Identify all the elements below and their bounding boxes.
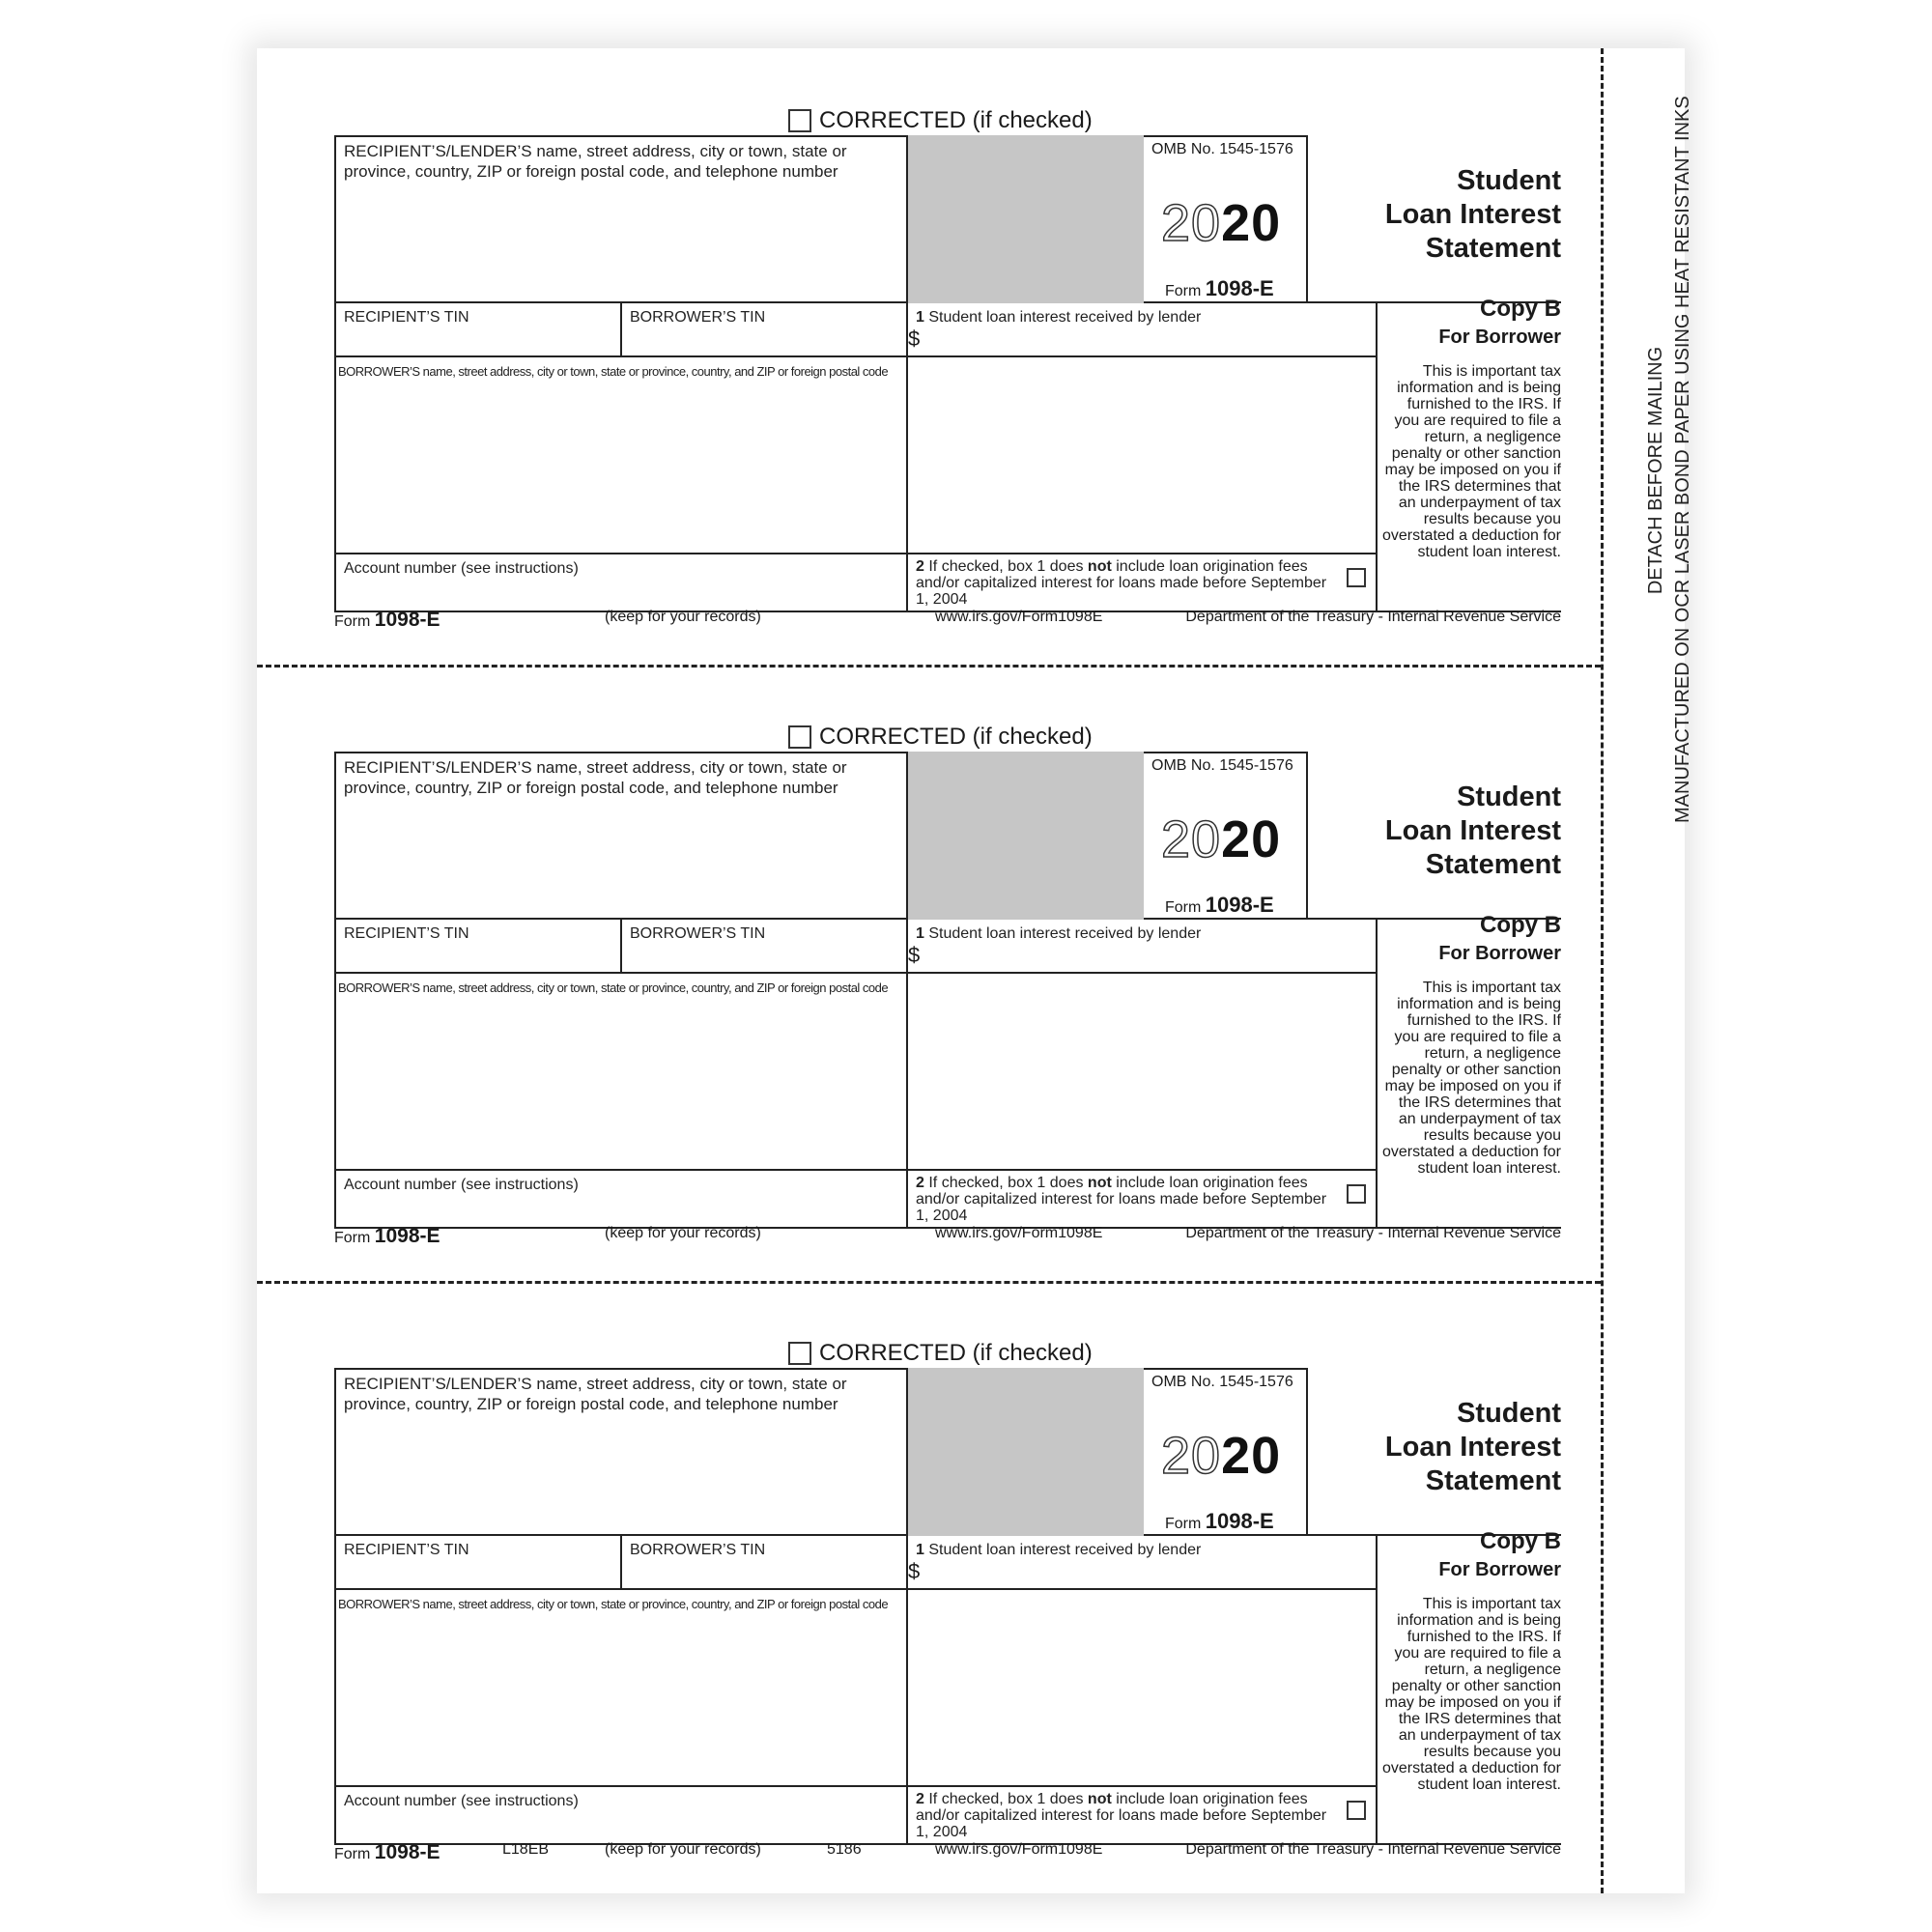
borrower-tin-label: BORROWER’S TIN <box>630 1542 766 1558</box>
irs-notice: This is important tax information and is being furnished to the IRS. If you are required to file a return, a negligence penalty or other sanction may be imposed on you if the IRS determines that an underpayment of tax results because you overstated a deduction for student loan interest. <box>1381 363 1561 560</box>
tax-year: 2020 <box>1161 810 1282 868</box>
box1-label: 1 Student loan interest received by lender <box>916 309 1202 326</box>
footer-form-id: Form 1098-E <box>334 1841 440 1863</box>
copy-b-middle <box>334 723 1561 1264</box>
corrected-label: CORRECTED (if checked) <box>819 1340 1093 1366</box>
box2-label: 2 If checked, box 1 does not include loan origination fees and/or capitalized interest for loans made before September 1, 2004 <box>916 1175 1327 1224</box>
recipient-tin-label: RECIPIENT’S TIN <box>344 309 469 326</box>
keep-records: (keep for your records) <box>605 1841 761 1858</box>
recipient-name-label: RECIPIENT’S/LENDER’S name, street address, city or town, state or province, country, ZIP or foreign postal code, and telephone number <box>344 758 847 797</box>
box2-checkbox[interactable] <box>1347 568 1366 587</box>
corrected-checkbox-row <box>788 723 1093 752</box>
recipient-name-label: RECIPIENT’S/LENDER’S name, street address, city or town, state or province, country, ZIP or foreign postal code, and telephone number <box>344 142 847 181</box>
perforation-1 <box>257 665 1601 668</box>
copy-b-top <box>334 106 1561 647</box>
form-title: Student Loan Interest Statement <box>1384 1398 1561 1496</box>
copy-b-bottom <box>334 1339 1561 1880</box>
borrower-name-label: BORROWER’S name, street address, city or town, state or province, country, and ZIP or foreign postal code <box>338 1597 889 1611</box>
borrower-tin-label: BORROWER’S TIN <box>630 925 766 942</box>
dollar-sign: $ <box>908 943 921 967</box>
corrected-checkbox[interactable] <box>788 1342 811 1365</box>
treasury-dept: Department of the Treasury - Internal Revenue Service <box>1185 609 1561 625</box>
copy-b-label: Copy B <box>1480 1528 1561 1554</box>
recipient-name-label: RECIPIENT’S/LENDER’S name, street address, city or town, state or province, country, ZIP or foreign postal code, and telephone number <box>344 1375 847 1413</box>
treasury-dept: Department of the Treasury - Internal Revenue Service <box>1185 1225 1561 1241</box>
keep-records: (keep for your records) <box>605 1225 761 1241</box>
form-id: Form 1098-E <box>1165 276 1274 300</box>
form-title: Student Loan Interest Statement <box>1384 165 1561 264</box>
for-borrower-label: For Borrower <box>1438 1559 1561 1580</box>
box2-label: 2 If checked, box 1 does not include loan origination fees and/or capitalized interest for loans made before September 1, 2004 <box>916 1791 1327 1840</box>
shaded-box <box>908 135 1144 303</box>
keep-records: (keep for your records) <box>605 609 761 625</box>
manufactured-text: MANUFACTURED ON OCR LASER BOND PAPER USING HEAT RESISTANT INKS <box>1672 96 1693 823</box>
corrected-label: CORRECTED (if checked) <box>819 107 1093 133</box>
corrected-checkbox[interactable] <box>788 109 811 132</box>
tax-year: 2020 <box>1161 1427 1282 1485</box>
treasury-dept: Department of the Treasury - Internal Revenue Service <box>1185 1841 1561 1858</box>
recipient-tin-label: RECIPIENT’S TIN <box>344 925 469 942</box>
for-borrower-label: For Borrower <box>1438 943 1561 964</box>
footer-form-id: Form 1098-E <box>334 609 440 631</box>
corrected-label: CORRECTED (if checked) <box>819 724 1093 750</box>
copy-b-label: Copy B <box>1480 912 1561 938</box>
dollar-sign: $ <box>908 1559 921 1583</box>
irs-url[interactable]: www.irs.gov/Form1098E <box>935 1225 1103 1241</box>
omb-number: OMB No. 1545-1576 <box>1151 757 1293 774</box>
irs-url[interactable]: www.irs.gov/Form1098E <box>935 1841 1103 1858</box>
dollar-sign: $ <box>908 327 921 351</box>
box1-label: 1 Student loan interest received by lender <box>916 925 1202 942</box>
corrected-checkbox-row <box>788 106 1093 135</box>
footer-form-id: Form 1098-E <box>334 1225 440 1247</box>
borrower-tin-label: BORROWER’S TIN <box>630 309 766 326</box>
box2-label: 2 If checked, box 1 does not include loan origination fees and/or capitalized interest for loans made before September 1, 2004 <box>916 558 1327 608</box>
shaded-box <box>908 1368 1144 1536</box>
corrected-checkbox[interactable] <box>788 725 811 749</box>
box2-checkbox[interactable] <box>1347 1801 1366 1820</box>
perforation-2 <box>257 1281 1601 1284</box>
copy-b-label: Copy B <box>1480 296 1561 322</box>
irs-notice: This is important tax information and is being furnished to the IRS. If you are required to file a return, a negligence penalty or other sanction may be imposed on you if the IRS determines that an underpayment of tax results because you overstated a deduction for student loan interest. <box>1381 980 1561 1177</box>
irs-url[interactable]: www.irs.gov/Form1098E <box>935 609 1103 625</box>
box2-checkbox[interactable] <box>1347 1184 1366 1204</box>
side-instructions <box>1642 96 1696 823</box>
irs-notice: This is important tax information and is being furnished to the IRS. If you are required to file a return, a negligence penalty or other sanction may be imposed on you if the IRS determines that an underpayment of tax results because you overstated a deduction for student loan interest. <box>1381 1596 1561 1793</box>
box1-label: 1 Student loan interest received by lender <box>916 1542 1202 1558</box>
recipient-tin-label: RECIPIENT’S TIN <box>344 1542 469 1558</box>
form-id: Form 1098-E <box>1165 1509 1274 1533</box>
catalog-code: L18EB <box>502 1841 550 1858</box>
omb-number: OMB No. 1545-1576 <box>1151 1374 1293 1390</box>
for-borrower-label: For Borrower <box>1438 327 1561 348</box>
catalog-number: 5186 <box>827 1841 862 1858</box>
account-number-label: Account number (see instructions) <box>344 1177 579 1193</box>
borrower-name-label: BORROWER’S name, street address, city or town, state or province, country, and ZIP or foreign postal code <box>338 364 889 379</box>
detach-text: DETACH BEFORE MAILING <box>1645 346 1666 595</box>
account-number-label: Account number (see instructions) <box>344 560 579 577</box>
tax-year: 2020 <box>1161 194 1282 252</box>
borrower-name-label: BORROWER’S name, street address, city or town, state or province, country, and ZIP or foreign postal code <box>338 980 889 995</box>
form-title: Student Loan Interest Statement <box>1384 781 1561 880</box>
shaded-box <box>908 752 1144 920</box>
vertical-perforation <box>1601 48 1604 1893</box>
account-number-label: Account number (see instructions) <box>344 1793 579 1809</box>
corrected-checkbox-row <box>788 1339 1093 1368</box>
omb-number: OMB No. 1545-1576 <box>1151 141 1293 157</box>
form-id: Form 1098-E <box>1165 893 1274 917</box>
